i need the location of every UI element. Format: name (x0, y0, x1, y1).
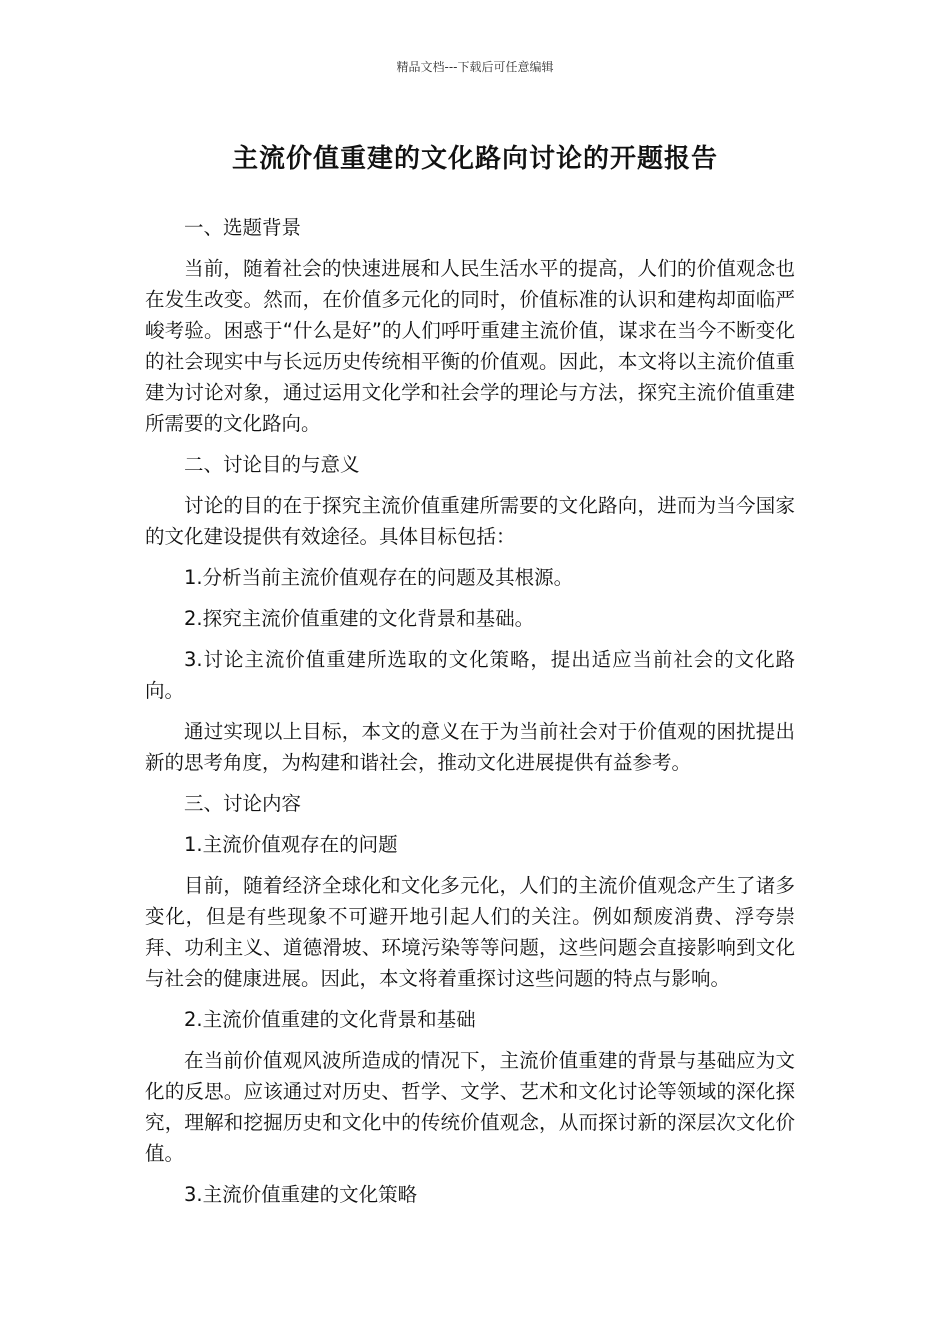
document-body (145, 212, 795, 1220)
list-item-goal-2: 2.探究主流价值重建的文化背景和基础。 (184, 607, 535, 630)
subheading-cultural-background: 2.主流价值重建的文化背景和基础 (184, 1008, 476, 1031)
list-item-goal-3: 3.讨论主流价值重建所选取的文化策略，提出适应当前社会的文化路向。 (145, 648, 795, 702)
paragraph-background: 当前，随着社会的快速进展和人民生活水平的提高，人们的价值观念也在发生改变。然而，在价值多元化的同时，价值标准的认识和建构却面临严峻考验。困惑于“什么是好”的人们呼吁重建主流价值，谋求在当今不断变化的社会现实中与长远历史传统相平衡的价值观。因此，本文将以主流价值重建为讨论对象，通过运用文化学和社会学的理论与方法，探究主流价值重建所需要的文化路向。 (145, 257, 795, 435)
document-title: 主流价值重建的文化路向讨论的开题报告 (231, 144, 718, 174)
list-item-goal-1: 1.分析当前主流价值观存在的问题及其根源。 (184, 566, 574, 589)
header-note: 精品文档---下载后可任意编辑 (396, 60, 554, 74)
paragraph-problems: 目前，随着经济全球化和文化多元化，人们的主流价值观念产生了诸多变化，但是有些现象不可避开地引起人们的关注。例如颓废消费、浮夸崇拜、功利主义、道德滑坡、环境污染等等问题，这些问题会直接影响到文化与社会的健康进展。因此，本文将着重探讨这些问题的特点与影响。 (145, 874, 795, 990)
paragraph-purpose: 讨论的目的在于探究主流价值重建所需要的文化路向，进而为当今国家的文化建设提供有效途径。具体目标包括： (145, 494, 795, 548)
paragraph-cultural-background: 在当前价值观风波所造成的情况下，主流价值重建的背景与基础应为文化的反思。应该通过对历史、哲学、文学、艺术和文化讨论等领域的深化探究，理解和挖掘历史和文化中的传统价值观念，从而探讨新的深层次文化价值。 (145, 1049, 795, 1165)
paragraph-significance: 通过实现以上目标，本文的意义在于为当前社会对于价值观的困扰提出新的思考角度，为构建和谐社会，推动文化进展提供有益参考。 (145, 720, 795, 774)
subheading-problems: 1.主流价值观存在的问题 (184, 833, 398, 856)
subheading-cultural-strategy: 3.主流价值重建的文化策略 (184, 1183, 418, 1206)
section-heading-background: 一、选题背景 (184, 216, 302, 239)
section-heading-content: 三、讨论内容 (184, 792, 302, 815)
section-heading-purpose: 二、讨论目的与意义 (184, 453, 360, 476)
